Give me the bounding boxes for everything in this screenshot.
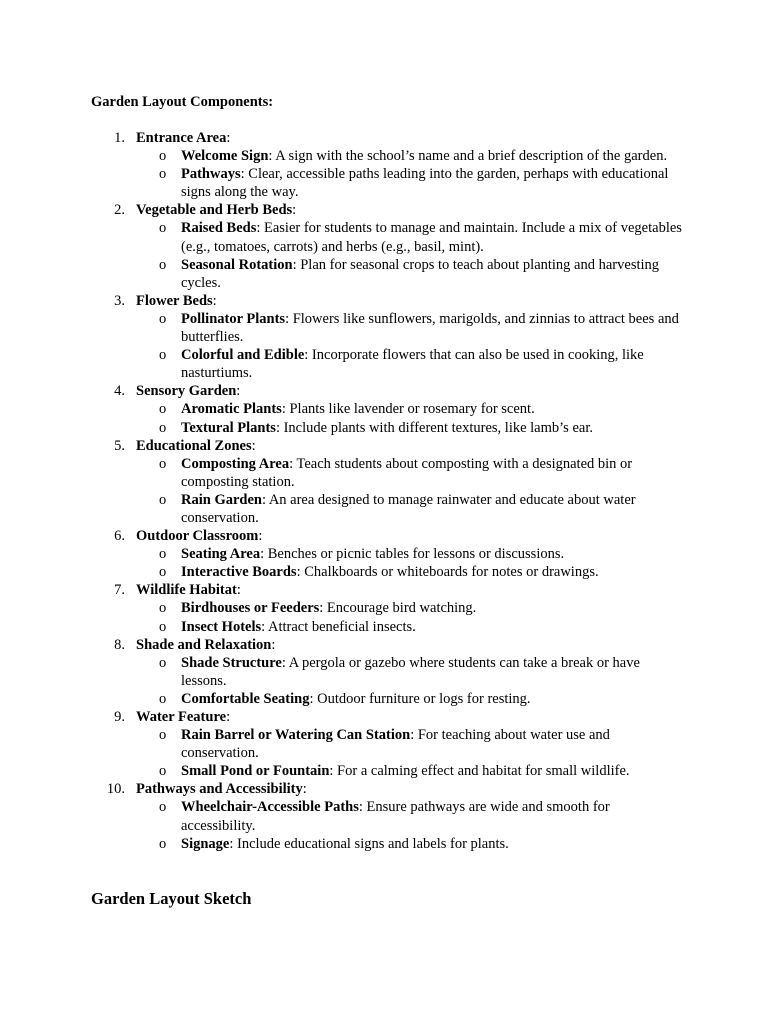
- list-item: [0, 527, 696, 581]
- garden-components-list: [0, 129, 768, 853]
- sub-item-label: Shade Structure: [181, 654, 282, 671]
- section-title-suffix: :: [302, 781, 307, 798]
- sub-list: [136, 147, 696, 201]
- sub-item-label: Birdhouses or Feeders: [181, 600, 320, 617]
- list-item-number: 5.: [114, 437, 125, 454]
- sub-item-label: Pollinator Plants: [181, 310, 286, 327]
- sub-list-item: [136, 310, 682, 346]
- section-title-suffix: :: [258, 528, 263, 545]
- sub-item-label: Seating Area: [181, 546, 261, 563]
- list-item: [0, 201, 696, 291]
- bullet-icon: o: [159, 256, 167, 273]
- sub-list-item: [136, 400, 682, 418]
- sub-item-label: Wheelchair-Accessible Paths: [181, 799, 359, 816]
- list-item: [0, 437, 696, 527]
- section-title-line: [136, 636, 696, 654]
- section-title-line: [136, 708, 696, 726]
- sub-list-item: [136, 726, 682, 762]
- sub-item-text: : Clear, accessible paths leading into the garden, perhaps with educational signs along the way.: [181, 166, 669, 201]
- sub-list-item: [136, 798, 682, 834]
- bullet-icon: o: [159, 727, 167, 744]
- sub-item-label: Interactive Boards: [181, 564, 297, 581]
- sub-list-item: [136, 563, 682, 581]
- section-title-line: [136, 527, 696, 545]
- sub-item-text: : Ensure pathways are wide and smooth for accessibility.: [181, 799, 610, 834]
- sub-item-label: Textural Plants: [181, 419, 276, 436]
- section-title-suffix: :: [226, 709, 231, 725]
- section-title-line: [136, 292, 696, 310]
- list-item-number: 6.: [114, 528, 125, 545]
- sub-list: [136, 400, 696, 436]
- section-title-suffix: :: [212, 292, 217, 309]
- section-title: Entrance Area: [136, 130, 227, 146]
- section-title: Water Feature: [136, 709, 227, 725]
- sub-item-text: : Easier for students to manage and maintain. Include a mix of vegetables (e.g., tomatoes, carrots) and herbs (e.g., basil, mint).: [181, 220, 682, 255]
- section-title-line: [136, 581, 696, 599]
- section-title-suffix: :: [292, 202, 297, 219]
- sub-item-label: Comfortable Seating: [181, 690, 310, 707]
- list-item-number: 3.: [114, 292, 125, 309]
- section-title-suffix: :: [236, 383, 241, 400]
- section-title: Pathways and Accessibility: [136, 781, 303, 798]
- bullet-icon: o: [159, 310, 167, 327]
- sub-list-item: [136, 165, 682, 201]
- sub-list-item: [136, 690, 682, 708]
- bullet-icon: o: [159, 546, 167, 563]
- list-item-number: 9.: [114, 709, 125, 725]
- section-title-suffix: :: [251, 437, 256, 454]
- sub-item-text: : Chalkboards or whiteboards for notes or drawings.: [296, 564, 599, 581]
- bullet-icon: o: [159, 347, 167, 364]
- bullet-icon: o: [159, 618, 167, 635]
- bullet-icon: o: [159, 491, 167, 508]
- list-item-number: 1.: [114, 130, 125, 146]
- bullet-icon: o: [159, 690, 167, 707]
- sub-item-label: Colorful and Edible: [181, 347, 305, 364]
- list-item: [0, 780, 696, 852]
- document-heading: Garden Layout Components:: [91, 94, 274, 110]
- sub-item-text: : A pergola or gazebo where students can take a break or have lessons.: [181, 654, 640, 689]
- sub-item-text: : Outdoor furniture or logs for resting.: [309, 690, 531, 707]
- sub-item-label: Rain Garden: [181, 491, 262, 508]
- sub-list-item: [136, 256, 682, 292]
- bullet-icon: o: [159, 564, 167, 581]
- sub-list-item: [136, 599, 682, 617]
- section-title-line: [136, 201, 696, 219]
- bullet-icon: o: [159, 455, 167, 472]
- sub-list-item: [136, 835, 682, 853]
- section-title-suffix: :: [236, 582, 241, 599]
- sub-list-item: [136, 762, 682, 780]
- list-item-number: 2.: [114, 202, 125, 219]
- sub-item-text: : A sign with the school’s name and a brief description of the garden.: [268, 148, 668, 165]
- sub-item-label: Welcome Sign: [181, 148, 269, 165]
- sub-item-label: Signage: [181, 835, 230, 852]
- sub-item-text: : Flowers like sunflowers, marigolds, and zinnias to attract bees and butterflies.: [181, 310, 679, 346]
- sub-list: [136, 455, 696, 527]
- sub-list-item: [136, 618, 682, 636]
- sub-item-label: Pathways: [181, 166, 241, 183]
- sub-item-text: : Benches or picnic tables for lessons or discussions.: [260, 546, 565, 563]
- sub-list-item: [136, 455, 682, 491]
- section-title: Vegetable and Herb Beds: [136, 202, 293, 219]
- list-item: [0, 382, 696, 436]
- sub-list-item: [136, 346, 682, 382]
- section-title-line: [136, 129, 696, 147]
- bullet-icon: o: [159, 654, 167, 671]
- list-item-number: 7.: [114, 582, 125, 599]
- sub-item-text: : Encourage bird watching.: [319, 600, 477, 617]
- list-item: [0, 129, 696, 201]
- section-title-line: [136, 780, 696, 798]
- sub-list: [136, 726, 696, 780]
- list-item: [0, 292, 696, 382]
- sub-item-text: : Plan for seasonal crops to teach about planting and harvesting cycles.: [181, 256, 660, 291]
- sub-item-text: : Attract beneficial insects.: [261, 618, 416, 635]
- list-item: [0, 581, 696, 635]
- sub-list-item: [136, 491, 682, 527]
- section-title-line: [136, 382, 696, 400]
- sub-list: [136, 310, 696, 382]
- list-item: [0, 708, 696, 780]
- sub-item-label: Aromatic Plants: [181, 401, 282, 418]
- sub-item-text: : For teaching about water use and conservation.: [181, 727, 610, 762]
- sub-item-text: : Include plants with different textures, like lamb’s ear.: [275, 419, 593, 436]
- sub-list-item: [136, 219, 682, 255]
- sub-item-label: Rain Barrel or Watering Can Station: [181, 727, 411, 744]
- sub-item-text: : Teach students about composting with a designated bin or composting station.: [181, 455, 633, 490]
- bullet-icon: o: [159, 401, 167, 418]
- bullet-icon: o: [159, 166, 167, 183]
- bullet-icon: o: [159, 763, 167, 780]
- sub-list-item: [136, 147, 682, 165]
- sub-list: [136, 599, 696, 635]
- sub-list: [136, 219, 696, 291]
- sub-item-text: : Plants like lavender or rosemary for scent.: [281, 401, 535, 418]
- sub-list: [136, 654, 696, 708]
- sub-item-label: Composting Area: [181, 455, 290, 472]
- bullet-icon: o: [159, 799, 167, 816]
- bullet-icon: o: [159, 600, 167, 617]
- sub-list-item: [136, 545, 682, 563]
- sub-item-label: Small Pond or Fountain: [181, 763, 330, 780]
- section-title: Shade and Relaxation: [136, 636, 272, 653]
- sub-list-item: [136, 419, 682, 437]
- list-item-number: 10.: [106, 781, 125, 798]
- section-title-suffix: :: [271, 636, 276, 653]
- sub-item-text: : Incorporate flowers that can also be used in cooking, like nasturtiums.: [181, 347, 644, 382]
- sub-item-label: Raised Beds: [181, 220, 257, 237]
- section-title: Wildlife Habitat: [136, 582, 237, 599]
- sub-item-label: Insect Hotels: [181, 618, 262, 635]
- sub-list: [136, 798, 696, 852]
- section-title: Outdoor Classroom: [136, 528, 259, 545]
- list-item: [0, 636, 696, 708]
- section-title: Flower Beds: [136, 292, 213, 309]
- section-title: Sensory Garden: [136, 383, 237, 400]
- sub-item-text: : For a calming effect and habitat for small wildlife.: [329, 763, 630, 780]
- bullet-icon: o: [159, 148, 167, 165]
- list-item-number: 8.: [114, 636, 125, 653]
- sub-item-text: : An area designed to manage rainwater and educate about water conservation.: [181, 491, 636, 526]
- sub-item-label: Seasonal Rotation: [181, 256, 293, 273]
- section-title-suffix: :: [226, 130, 231, 146]
- bullet-icon: o: [159, 835, 167, 852]
- sub-list-item: [136, 654, 682, 690]
- section-title: Educational Zones: [136, 437, 252, 454]
- bullet-icon: o: [159, 220, 167, 237]
- list-item-number: 4.: [114, 383, 125, 400]
- sketch-section-title: Garden Layout Sketch: [91, 889, 252, 908]
- sub-item-text: : Include educational signs and labels for plants.: [229, 835, 509, 852]
- section-title-line: [136, 437, 696, 455]
- sub-list: [136, 545, 696, 581]
- bullet-icon: o: [159, 419, 167, 436]
